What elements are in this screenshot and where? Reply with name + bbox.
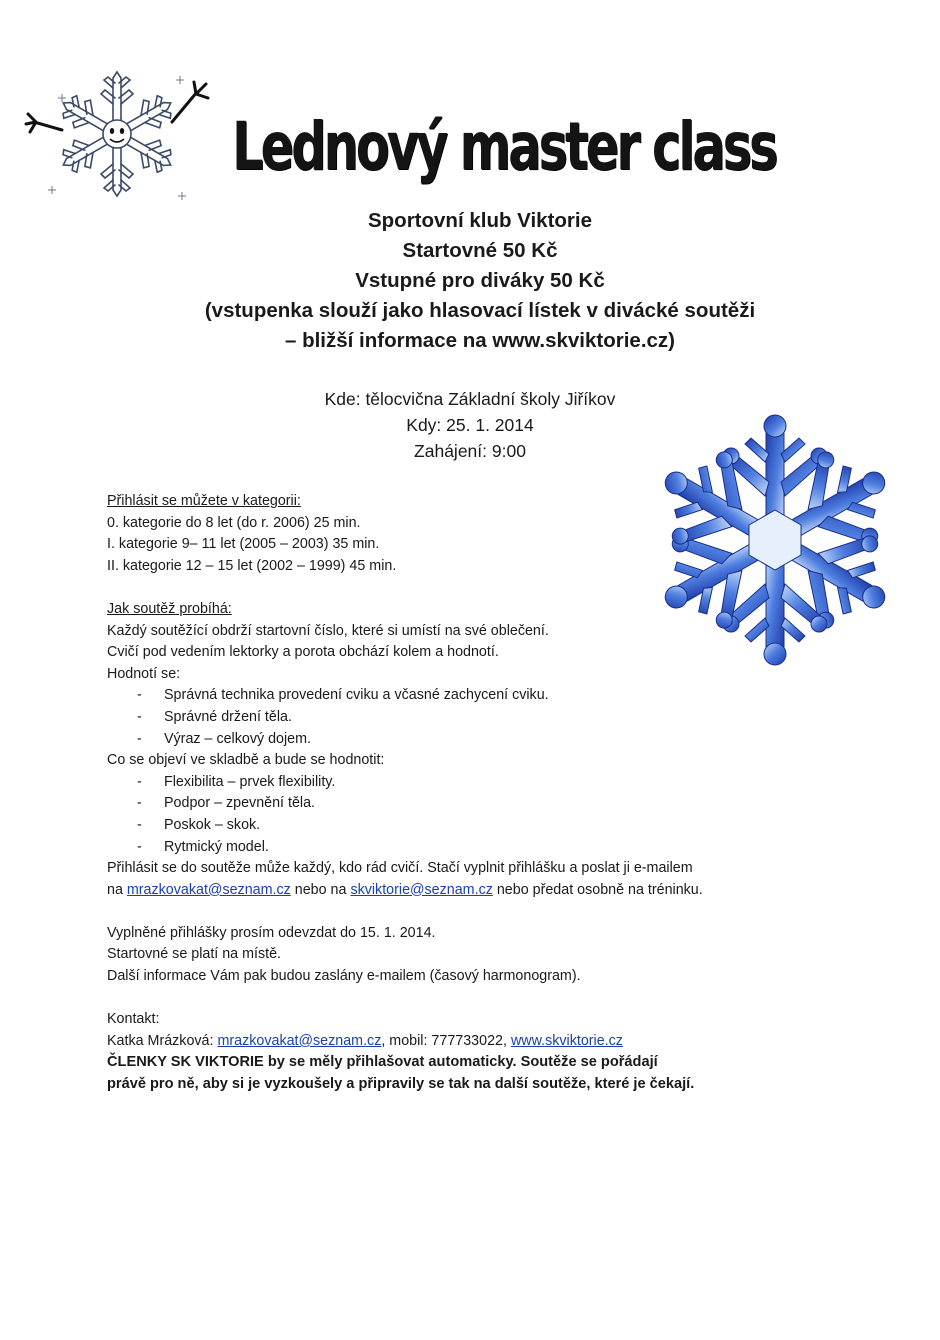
rules-line: Cvičí pod vedením lektorky a porota obchází kolem a hodnotí.	[107, 644, 499, 661]
deadline-line: Startovné se platí na místě.	[107, 946, 282, 963]
category-item: I. kategorie 9– 11 let (2005 – 2003) 35 min.	[107, 536, 380, 553]
signup-contacts: na mrazkovakat@seznam.cz nebo na skviktorie@seznam.cz nebo předat osobně na tréninku.	[107, 881, 703, 898]
cartoon-snowflake-icon	[22, 64, 212, 214]
page-title: Lednový master class	[232, 108, 776, 185]
event-date: Kdy: 25. 1. 2014	[406, 415, 534, 435]
routine-item: - Podpor – zpevnění těla.	[137, 795, 316, 812]
members-note: právě pro ně, aby si je vyzkoušely a připravily se tak na další soutěže, které je čekají.	[107, 1076, 695, 1093]
email-link-skviktorie[interactable]: skviktorie@seznam.cz	[350, 881, 493, 898]
event-location: Kde: tělocvična Základní školy Jiříkov	[324, 389, 616, 409]
header-line: – bližší informace na www.skviktorie.cz)	[284, 329, 675, 352]
routine-item: - Poskok – skok.	[137, 816, 261, 833]
members-note: ČLENKY SK VIKTORIE by se měly přihlašovat automaticky. Soutěže se pořádají	[107, 1054, 658, 1071]
contact-email-link[interactable]: mrazkovakat@seznam.cz	[217, 1032, 382, 1049]
rules-heading: Jak soutěž probíhá:	[107, 600, 232, 617]
header-block	[100, 206, 860, 356]
evaluation-item: - Výraz – celkový dojem.	[137, 730, 311, 747]
header-line: Startovné 50 Kč	[402, 239, 558, 262]
routine-heading: Co se objeví ve skladbě a bude se hodnotit:	[107, 752, 385, 769]
routine-item: - Flexibilita – prvek flexibility.	[137, 773, 336, 790]
header-line: Vstupné pro diváky 50 Kč	[355, 269, 605, 292]
evaluation-heading: Hodnotí se:	[107, 665, 181, 682]
rules-line: Každý soutěžící obdrží startovní číslo, které si umístí na své oblečení.	[107, 622, 549, 639]
categories-heading: Přihlásit se můžete v kategorii:	[107, 493, 301, 509]
signup-text: Přihlásit se do soutěže může každý, kdo rád cvičí. Stačí vyplnit přihlášku a poslat ji e-mailem	[107, 860, 693, 877]
evaluation-item: - Správné držení těla.	[137, 708, 292, 725]
category-item: 0. kategorie do 8 let (do r. 2006) 25 min.	[107, 514, 361, 531]
contact-heading: Kontakt:	[107, 1011, 160, 1028]
main-body	[107, 491, 827, 1096]
deadline-line: Vyplněné přihlášky prosím odevzdat do 15. 1. 2014.	[107, 924, 436, 941]
contact-line: Katka Mrázková: mrazkovakat@seznam.cz, mobil: 777733022, www.skviktorie.cz	[107, 1032, 623, 1049]
event-start: Zahájení: 9:00	[414, 441, 526, 461]
header-line: (vstupenka slouží jako hlasovací lístek v divácké soutěži	[204, 299, 756, 322]
routine-item: - Rytmický model.	[137, 838, 269, 855]
category-item: II. kategorie 12 – 15 let (2002 – 1999) 45 min.	[107, 557, 397, 574]
website-link[interactable]: www.skviktorie.cz	[510, 1032, 623, 1049]
header-line: Sportovní klub Viktorie	[367, 209, 593, 232]
evaluation-item: - Správná technika provedení cviku a včasné zachycení cviku.	[137, 687, 549, 704]
email-link-mrazkovakat[interactable]: mrazkovakat@seznam.cz	[126, 881, 291, 898]
deadline-line: Další informace Vám pak budou zaslány e-mailem (časový harmonogram).	[107, 968, 581, 985]
